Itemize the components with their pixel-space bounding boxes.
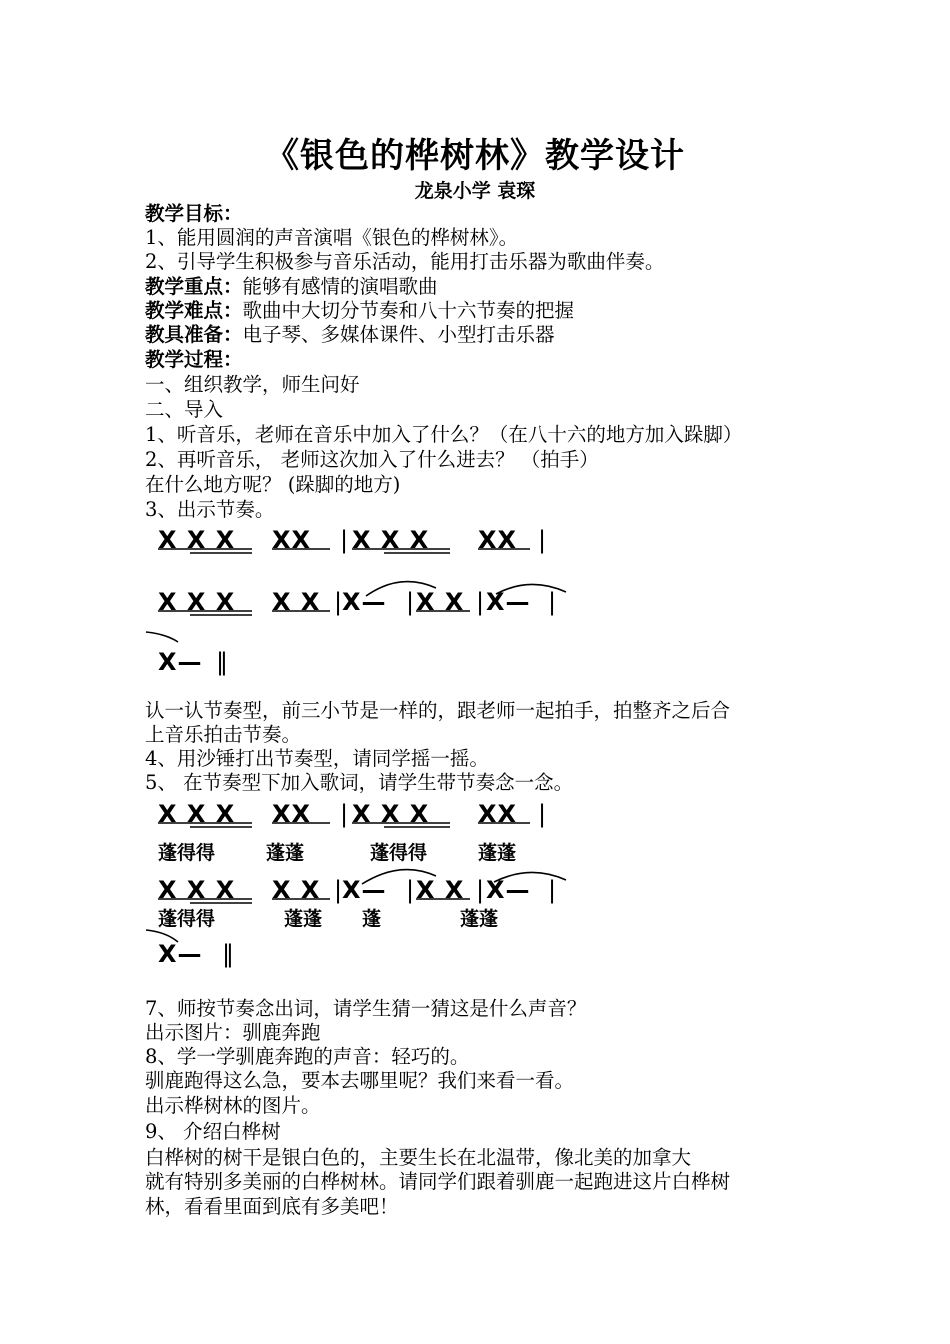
step-two: 二、导入 [145,398,224,421]
bar-line: | [548,588,558,616]
bar-line: | [340,800,350,828]
lyric: 蓬得得 [158,842,216,864]
intro-line: 在什么地方呢？ (跺脚的地方) [145,473,401,496]
step-one: 一、组织教学，师生问好 [145,373,360,396]
bar-line: | [334,588,344,616]
rhythm-note: XX [272,526,312,554]
materials [145,323,555,347]
lyric: 蓬蓬 [460,908,499,930]
later-line: 9、 介绍白桦树 [145,1120,281,1143]
rhythm-note: X— [158,940,203,968]
later-line: 出示桦树林的图片。 [145,1094,321,1117]
rhythm-note: XX [478,526,518,554]
lyric: 蓬蓬 [284,908,323,930]
rhythm-note: X X X [158,588,236,616]
bar-line: | [476,876,486,904]
rhythm-note: XX [478,800,518,828]
key-point [145,275,438,299]
final-paragraph-line: 就有特别多美丽的白桦树林。请同学们跟着驯鹿一起跑进这片白桦树 [145,1170,731,1193]
bar-line: | [548,876,558,904]
rhythm-note: X— [342,588,387,616]
rhythm-note: X X [272,876,321,904]
document-title: 《银色的桦树林》教学设计 [265,136,685,176]
difficulty-label: 教学难点： [145,299,243,322]
intro-line: 1、听音乐，老师在音乐中加入了什么？（在八十六的地方加入跺脚） [145,423,743,446]
paragraph-line: 认一认节奏型，前三小节是一样的，跟老师一起拍手，拍整齐之后合 [145,699,731,722]
rhythm-note: X— [486,588,531,616]
rhythm-note: X X [272,588,321,616]
rhythm-note: XX [272,800,312,828]
materials-label: 教具准备： [145,323,243,346]
paragraph-line: 上音乐拍击节奏。 [145,723,302,746]
rhythm-note: X X X [352,800,430,828]
rhythm-note: X X X [158,800,236,828]
bar-line: | [334,876,344,904]
key-point-label: 教学重点： [145,275,243,298]
rhythm-note: X X X [352,526,430,554]
author-line: 龙泉小学 袁琛 [414,180,536,202]
rhythm-note: X X [416,588,465,616]
process-label: 教学过程： [145,348,243,371]
end-bar-line: ‖ [222,940,235,968]
bar-line: | [538,526,548,554]
later-line: 7、师按节奏念出词，请学生猜一猜这是什么声音？ [145,997,587,1020]
bar-line: | [340,526,350,554]
rhythm-note: X— [486,876,531,904]
difficulty-text: 歌曲中大切分节奏和八十六节奏的把握 [242,299,575,322]
objectives-label: 教学目标： [145,202,243,225]
materials-text: 电子琴、多媒体课件、小型打击乐器 [242,323,555,346]
later-line: 8、学一学驯鹿奔跑的声音：轻巧的。 [145,1045,470,1068]
bar-line: | [406,588,416,616]
lyric: 蓬得得 [370,842,428,864]
lyric: 蓬蓬 [478,842,517,864]
lyric: 蓬蓬 [266,842,305,864]
end-bar-line: ‖ [216,648,229,676]
later-line: 驯鹿跑得这么急，要本去哪里呢？我们来看一看。 [145,1069,575,1092]
lyric: 蓬 [362,908,382,930]
step-five: 5、 在节奏型下加入歌词，请学生带节奏念一念。 [145,771,574,794]
rhythm-note: X— [158,648,203,676]
bar-line: | [538,800,548,828]
later-line: 出示图片：驯鹿奔跑 [145,1021,321,1044]
key-point-text: 能够有感情的演唱歌曲 [242,275,438,298]
objective-item: 1、能用圆润的声音演唱《银色的桦树林》。 [145,226,519,249]
rhythm-note: X— [342,876,387,904]
lyric: 蓬得得 [158,908,216,930]
final-paragraph-line: 林，看看里面到底有多美吧！ [145,1195,399,1218]
rhythm-note: X X [416,876,465,904]
rhythm-note: X X X [158,526,236,554]
intro-line: 3、出示节奏。 [145,498,275,521]
final-paragraph-line: 白桦树的树干是银白色的，主要生长在北温带，像北美的加拿大 [145,1146,692,1169]
tie-arc [146,632,178,642]
objective-item: 2、引导学生积极参与音乐活动，能用打击乐器为歌曲伴奏。 [145,250,665,273]
intro-line: 2、再听音乐， 老师这次加入了什么进去？ （拍手） [145,448,599,471]
step-four: 4、用沙锤打出节奏型，请同学摇一摇。 [145,747,489,770]
bar-line: | [406,876,416,904]
bar-line: | [476,588,486,616]
difficulty [145,299,574,323]
rhythm-note: X X X [158,876,236,904]
